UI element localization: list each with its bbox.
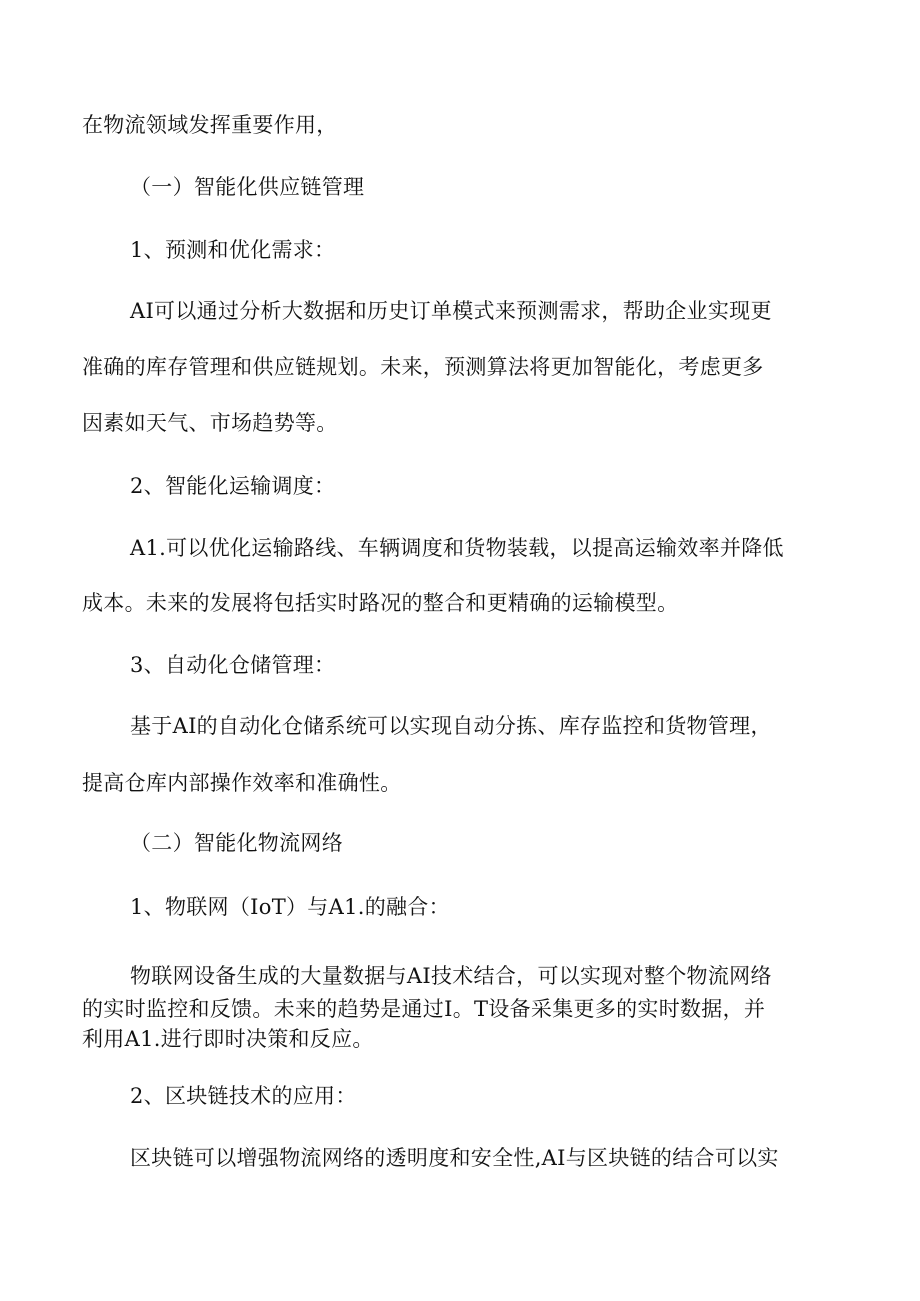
subheading-forecast: 1、预测和优化需求： (130, 238, 336, 262)
paragraph-forecast-line-3: 因素如天气、市场趋势等。 (82, 411, 338, 435)
subheading-warehouse: 3、自动化仓储管理： (130, 653, 336, 677)
paragraph-iot-line-2: 的实时监控和反馈。未来的趋势是通过I。T设备采集更多的实时数据，并 (82, 997, 766, 1021)
paragraph-blockchain-line-1: 区块链可以增强物流网络的透明度和安全性,AI与区块链的结合可以实 (130, 1146, 779, 1170)
paragraph-iot-line-3: 利用A1.进行即时决策和反应。 (82, 1027, 374, 1051)
paragraph-iot-line-1: 物联网设备生成的大量数据与AI技术结合，可以实现对整个物流网络 (130, 964, 772, 988)
paragraph-forecast-line-2: 准确的库存管理和供应链规划。未来，预测算法将更加智能化，考虑更多 (82, 355, 764, 379)
subheading-blockchain: 2、区块链技术的应用： (130, 1084, 357, 1108)
paragraph-transport-line-2: 成本。未来的发展将包括实时路况的整合和更精确的运输模型。 (82, 591, 679, 615)
paragraph-continuation: 在物流领域发挥重要作用， (82, 113, 338, 137)
section-heading-1: （一）智能化供应链管理 (130, 175, 365, 199)
subheading-transport: 2、智能化运输调度： (130, 474, 336, 498)
section-heading-2: （二）智能化物流网络 (130, 831, 343, 855)
paragraph-transport-line-1: A1.可以优化运输路线、车辆调度和货物装载，以提高运输效率并降低 (130, 536, 784, 560)
paragraph-forecast-line-1: AI可以通过分析大数据和历史订单模式来预测需求，帮助企业实现更 (130, 299, 772, 323)
paragraph-warehouse-line-1: 基于AI的自动化仓储系统可以实现自动分拣、库存监控和货物管理， (130, 714, 772, 738)
paragraph-warehouse-line-2: 提高仓库内部操作效率和准确性。 (82, 771, 402, 795)
subheading-iot: 1、物联网（IoT）与A1.的融合： (130, 895, 450, 919)
